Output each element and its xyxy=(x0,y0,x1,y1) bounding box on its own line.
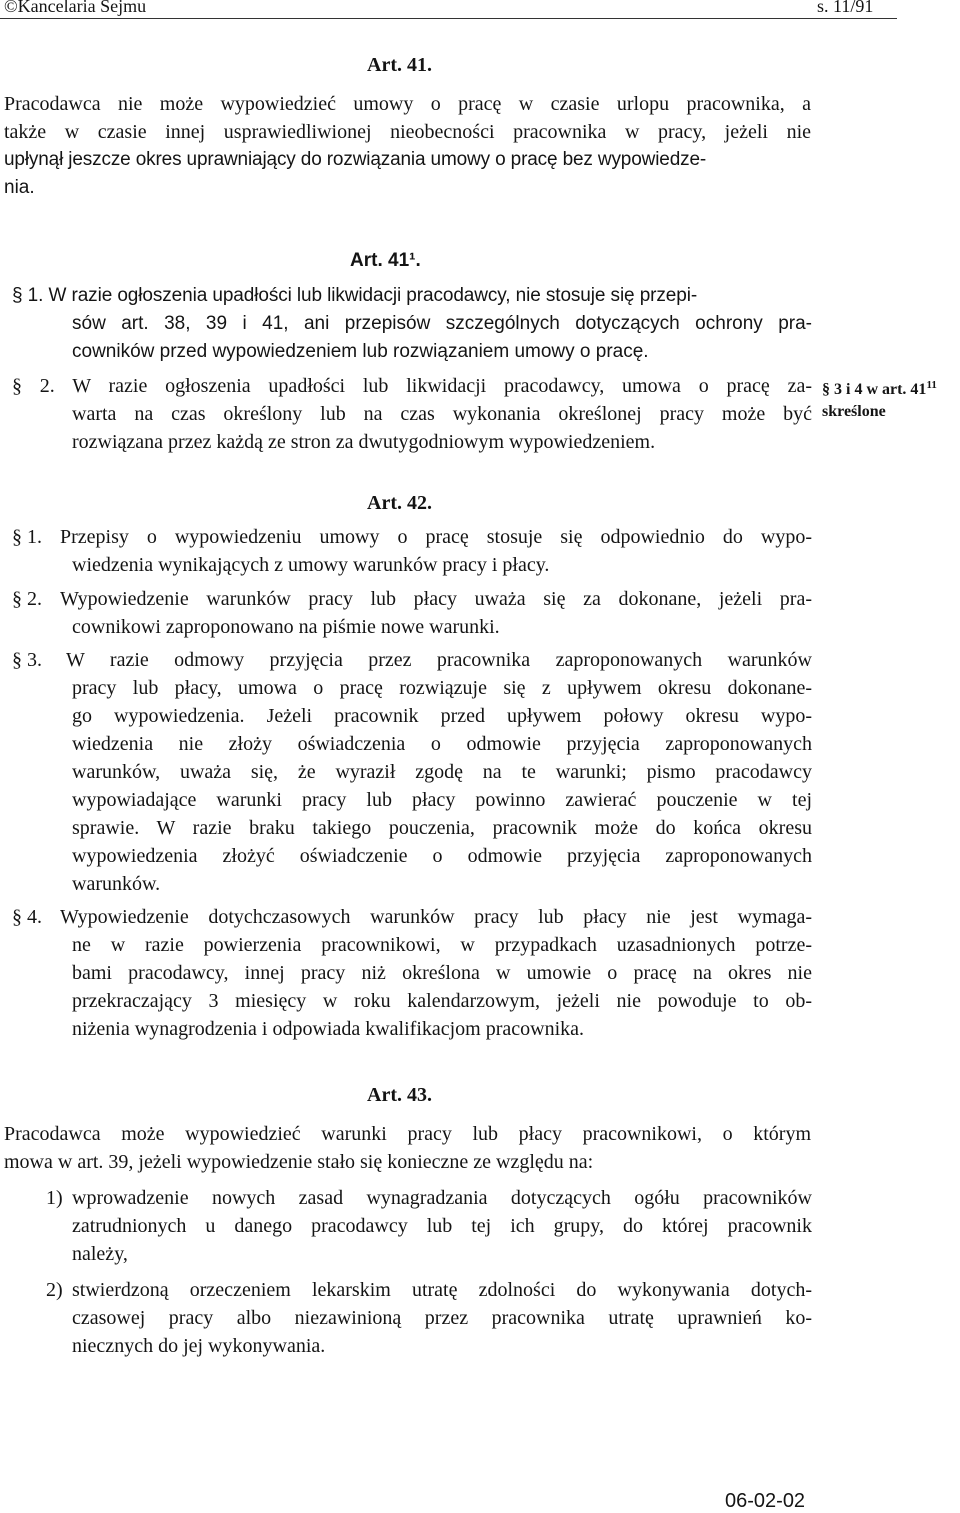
article-43-item-2-line-3: niecznych do jej wykonywania. xyxy=(72,1335,326,1357)
article-42-p3-line-9: warunków. xyxy=(72,873,161,895)
footer-document-code: 06-02-02 xyxy=(725,1490,806,1512)
article-43-item-1-label: 1) xyxy=(46,1187,63,1209)
article-42-p1-line-1: Przepisy o wypowiedzeniu umowy o pracę stosuje się odpowiednio do wypo- xyxy=(60,526,812,548)
article-41-line-3: upłynął jeszcze okres uprawniający do rozwiązania umowy o pracę bez wypowiedze- xyxy=(4,149,707,170)
page-header xyxy=(0,0,897,18)
article-41-1-p1-line-3: cowników przed wypowiedzeniem lub rozwiązaniem umowy o pracę. xyxy=(72,341,649,362)
article-42-p3-line-2: pracy lub płacy, umowa o pracę rozwiązuje się z upływem okresu dokonane- xyxy=(72,677,812,699)
article-43-intro-line-2: mowa w art. 39, jeżeli wypowiedzenie stało się konieczne ze względu na: xyxy=(4,1151,594,1173)
article-41-1-p1-line-1: § 1. W razie ogłoszenia upadłości lub likwidacji pracodawcy, nie stosuje się przepi- xyxy=(12,285,698,306)
article-43-intro-line-1: Pracodawca może wypowiedzieć warunki pracy lub płacy pracownikowi, o którym xyxy=(4,1123,811,1145)
article-42-p3-line-4: wiedzenia nie złoży oświadczenia o odmowie przyjęcia zaproponowanych xyxy=(72,733,812,755)
margin-note xyxy=(822,374,937,423)
margin-note-line-2: skreślone xyxy=(822,403,886,420)
header-page-number: s. 11/91 xyxy=(817,0,874,16)
article-42-p4-line-2: ne w razie powierzenia pracownikowi, w przypadkach uzasadnionych potrze- xyxy=(72,934,812,956)
margin-note-line-1: § 3 i 4 w art. 41 xyxy=(822,381,927,398)
article-41-1-p2-line-2: warta na czas określony lub na czas wykonania określonej pracy może być xyxy=(72,403,812,425)
article-42-p4-line-3: bami pracodawcy, innej pracy niż określona w umowie o pracę na okres nie xyxy=(72,962,812,984)
article-42-p1-line-2: wiedzenia wynikających z umowy warunków pracy i płacy. xyxy=(72,554,550,576)
article-42-title: Art. 42. xyxy=(367,492,432,514)
article-42-p3-line-8: wypowiedzenia złożyć oświadczenie o odmowie przyjęcia zaproponowanych xyxy=(72,845,812,867)
article-42-p3-line-6: wypowiadające warunki pracy lub płacy powinno zawierać pouczenie w tej xyxy=(72,789,812,811)
article-42-p4-line-4: przekraczający 3 miesięcy w roku kalendarzowym, jeżeli nie powoduje to ob- xyxy=(72,990,812,1012)
article-41-line-2: także w czasie innej usprawiedliwionej nieobecności pracownika w pracy, jeżeli nie xyxy=(4,121,811,143)
article-43-item-2-label: 2) xyxy=(46,1279,63,1301)
article-42-p4-line-1: Wypowiedzenie dotychczasowych warunków pracy lub płacy nie jest wymaga- xyxy=(60,906,812,928)
article-43-item-2-line-2: czasowej pracy albo niezawinioną przez pracownika utratę uprawnień ko- xyxy=(72,1307,812,1329)
article-41-title: Art. 41. xyxy=(367,54,432,76)
article-42-p1-label: § 1. xyxy=(12,526,42,548)
article-41-1-title: Art. 41¹. xyxy=(350,250,421,271)
article-43-item-1-line-2: zatrudnionych u danego pracodawcy lub tej ich grupy, do której pracownik xyxy=(72,1215,812,1237)
article-42-p4-label: § 4. xyxy=(12,906,42,928)
article-41-line-4: nia. xyxy=(4,177,35,198)
article-42-p3-line-1: W razie odmowy przyjęcia przez pracownika zaproponowanych warunków xyxy=(66,649,812,671)
article-41-1-p2-line-3: rozwiązana przez każdą ze stron za dwutygodniowym wypowiedzeniem. xyxy=(72,431,656,453)
article-42-p3-line-7: sprawie. W razie braku takiego pouczenia, pracownik może do końca okresu xyxy=(72,817,812,839)
header-source: ©Kancelaria Sejmu xyxy=(4,0,147,16)
article-41-1-p2-line-1: § 2. W razie ogłoszenia upadłości lub likwidacji pracodawcy, umowa o pracę za- xyxy=(12,375,812,397)
article-43-title: Art. 43. xyxy=(367,1084,432,1106)
article-42-p3-line-3: go wypowiedzenia. Jeżeli pracownik przed upływem połowy okresu wypo- xyxy=(72,705,812,727)
article-42-p4-line-5: niżenia wynagrodzenia i odpowiada kwalifikacjom pracownika. xyxy=(72,1018,585,1040)
article-43-item-2-line-1: stwierdzoną orzeczeniem lekarskim utratę zdolności do wykonywania dotych- xyxy=(72,1279,812,1301)
article-42-p2-label: § 2. xyxy=(12,588,42,610)
article-41-1-p1-line-2: sów art. 38, 39 i 41, ani przepisów szczególnych dotyczących ochrony pra- xyxy=(72,313,812,334)
article-41-line-1: Pracodawca nie może wypowiedzieć umowy o pracę w czasie urlopu pracownika, a xyxy=(4,93,811,115)
article-42-p2-line-2: cownikowi zaproponowano na piśmie nowe warunki. xyxy=(72,616,500,638)
article-42-p3-label: § 3. xyxy=(12,649,42,671)
article-43-item-1-line-1: wprowadzenie nowych zasad wynagradzania dotyczących ogółu pracowników xyxy=(72,1187,812,1209)
margin-note-footnote: 11 xyxy=(926,379,937,391)
article-43-item-1-line-3: należy, xyxy=(72,1243,128,1265)
article-42-p3-line-5: warunków, uważa się, że wyraził zgodę na te warunki; pismo pracodawcy xyxy=(72,761,812,783)
header-divider xyxy=(0,18,897,19)
article-42-p2-line-1: Wypowiedzenie warunków pracy lub płacy uważa się za dokonane, jeżeli pra- xyxy=(60,588,812,610)
